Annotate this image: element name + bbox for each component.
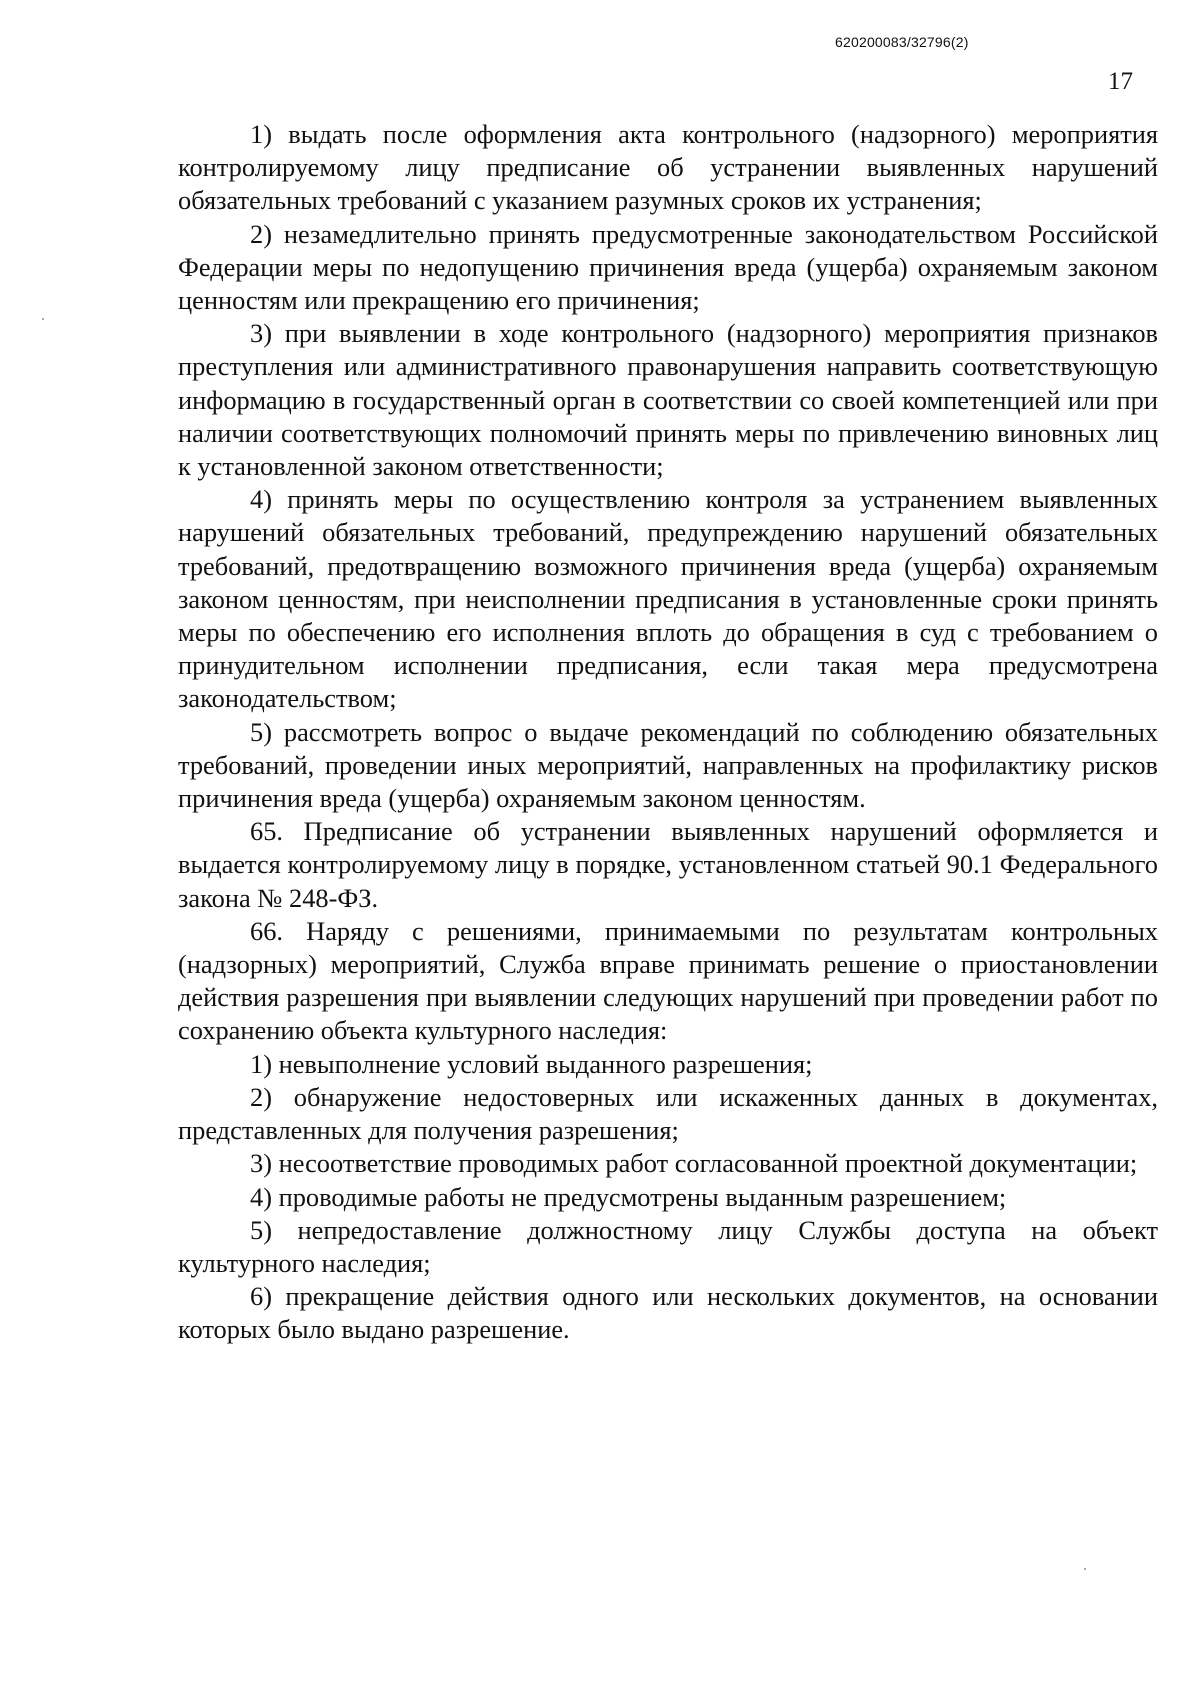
paragraph-66-item-5: 5) непредоставление должностному лицу Службы доступа на объект культурного наследия; <box>178 1214 1158 1278</box>
document-body <box>178 118 1158 1347</box>
scan-speck <box>42 318 44 320</box>
paragraph-item-3-report-violation: 3) при выявлении в ходе контрольного (надзорного) мероприятия признаков преступления или административного правонарушения направить соответствующую информацию в государственный орган в соответствии со своей компетенцией или при наличии соответствующих полномочий принять меры по привлечению виновных лиц к установленной законом ответственности; <box>178 318 1158 482</box>
paragraph-item-1-issue-order: 1) выдать после оформления акта контрольного (надзорного) мероприятия контролируемому лицу предписание об устранении выявленных нарушений обязательных требований с указанием разумных сроков их устранения; <box>178 119 1158 216</box>
page-number: 17 <box>1108 68 1133 95</box>
paragraph-66-item-4: 4) проводимые работы не предусмотрены выданным разрешением; <box>250 1181 1007 1212</box>
paragraph-65: 65. Предписание об устранении выявленных нарушений оформляется и выдается контролируемому лицу в порядке, установленном статьей 90.1 Федерального закона № 248-ФЗ. <box>178 816 1158 913</box>
paragraph-item-2-prevent-harm: 2) незамедлительно принять предусмотренные законодательством Российской Федерации меры по недопущению причинения вреда (ущерба) охраняемым законом ценностям или прекращению его причинения; <box>178 218 1158 316</box>
paragraph-item-4-control-measures: 4) принять меры по осуществлению контроля за устранением выявленных нарушений обязательных требований, предупреждению нарушений обязательных требований, предотвращению возможного причинения вреда (ущерба) охраняемым законом ценностям, при неисполнении предписания в установленные сроки принять меры по обеспечению его исполнения вплоть до обращения в суд с требованием о принудительном исполнении предписания, если такая мера предусмотрена законодательством; <box>178 484 1158 714</box>
paragraph-66-item-6: 6) прекращение действия одного или нескольких документов, на основании которых было выдано разрешение. <box>178 1281 1158 1345</box>
paragraph-item-5-recommendations: 5) рассмотреть вопрос о выдаче рекомендаций по соблюдению обязательных требований, проведении иных мероприятий, направленных на профилактику рисков причинения вреда (ущерба) охраняемым законом ценностям. <box>178 716 1158 814</box>
document-id: 620200083/32796(2) <box>835 34 969 50</box>
paragraph-66-item-1: 1) невыполнение условий выданного разрешения; <box>250 1048 813 1079</box>
paragraph-66-item-2: 2) обнаружение недостоверных или искаженных данных в документах, представленных для получения разрешения; <box>178 1081 1158 1146</box>
paragraph-66: 66. Наряду с решениями, принимаемыми по результатам контрольных (надзорных) мероприятий, Служба вправе принимать решение о приостановлении действия разрешения при выявлении следующих нарушений при проведении работ по сохранению объекта культурного наследия: <box>178 915 1158 1046</box>
scan-speck <box>1084 1568 1086 1570</box>
paragraph-66-item-3: 3) несоответствие проводимых работ согласованной проектной документации; <box>250 1148 1138 1179</box>
